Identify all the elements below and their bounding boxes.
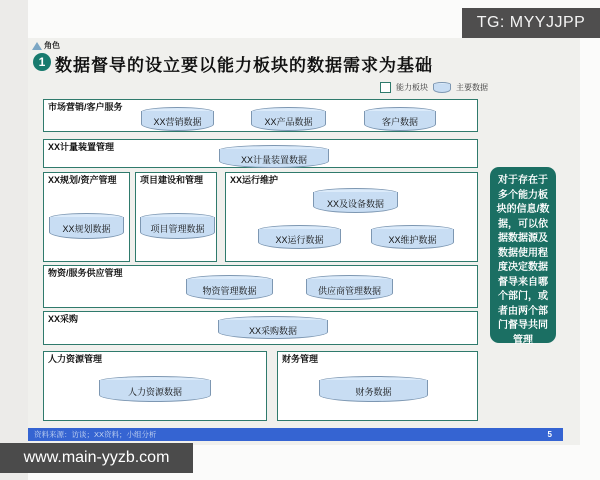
section-label: 财务管理 bbox=[282, 354, 319, 364]
cylinder-label: XX营销数据 bbox=[153, 117, 202, 127]
section-finance bbox=[277, 351, 478, 421]
cylinder-label: 项目管理数据 bbox=[150, 224, 205, 234]
section-label: 市场营销/客户服务 bbox=[48, 102, 123, 112]
cylinder-label: XX计量装置数据 bbox=[240, 154, 307, 165]
section-label: 物资/服务供应管理 bbox=[48, 268, 123, 278]
section-human-resources bbox=[43, 351, 267, 421]
cylinder-label: 财务数据 bbox=[355, 387, 392, 397]
section-operation-maintenance bbox=[225, 172, 478, 262]
legend-data-label: 主要数据 bbox=[456, 83, 488, 92]
site-watermark: www.main-yyzb.com bbox=[0, 443, 193, 473]
footer-bar bbox=[28, 428, 563, 441]
category-kicker-label: 角色 bbox=[44, 41, 60, 50]
cylinder-label: XX维护数据 bbox=[388, 235, 437, 245]
data-cylinder bbox=[140, 213, 215, 239]
section-label: XX运行维护 bbox=[230, 175, 279, 185]
cylinder-label: 客户数据 bbox=[381, 117, 418, 127]
data-cylinder bbox=[371, 225, 454, 249]
data-cylinder bbox=[186, 275, 273, 300]
category-triangle-icon bbox=[32, 42, 42, 50]
page-number: 5 bbox=[547, 430, 552, 439]
cylinder-label: XX采购数据 bbox=[248, 325, 297, 336]
data-cylinder bbox=[218, 316, 328, 339]
section-procurement bbox=[43, 311, 478, 345]
data-cylinder bbox=[306, 275, 393, 300]
section-supply-management bbox=[43, 265, 478, 308]
data-cylinder bbox=[313, 188, 398, 213]
slide-title: 数据督导的设立要以能力板块的数据需求为基础 bbox=[55, 56, 433, 75]
tg-watermark-badge: TG: MYYJJPP bbox=[462, 8, 600, 38]
section-marketing-service bbox=[43, 99, 478, 132]
data-cylinder bbox=[49, 213, 124, 239]
legend-capability-label: 能力板块 bbox=[396, 83, 428, 92]
data-cylinder bbox=[319, 376, 428, 402]
data-cylinder bbox=[99, 376, 211, 402]
cylinder-label: XX规划数据 bbox=[62, 224, 111, 234]
legend-cylinder-icon bbox=[433, 82, 451, 93]
section-planning-assets bbox=[43, 172, 130, 262]
source-note: 资料来源：访谈；XX资料；小组分析 bbox=[34, 430, 157, 439]
data-cylinder bbox=[251, 107, 326, 131]
legend-capability-swatch bbox=[380, 82, 391, 93]
section-label: 人力资源管理 bbox=[48, 354, 103, 364]
section-label: XX采购 bbox=[48, 314, 79, 324]
cylinder-label: 供应商管理数据 bbox=[317, 285, 381, 296]
cylinder-label: 物资管理数据 bbox=[202, 285, 257, 296]
data-cylinder bbox=[141, 107, 214, 131]
cylinder-label: XX运行数据 bbox=[275, 235, 324, 245]
category-kicker bbox=[32, 40, 60, 51]
page-left-margin bbox=[0, 0, 28, 480]
slide-canvas bbox=[28, 38, 580, 445]
section-label: XX规划/资产管理 bbox=[48, 175, 117, 185]
legend bbox=[380, 82, 488, 93]
slide-number-badge: 1 bbox=[33, 53, 51, 71]
cylinder-label: XX产品数据 bbox=[264, 117, 313, 127]
data-cylinder bbox=[364, 107, 436, 131]
data-cylinder bbox=[219, 145, 329, 168]
section-label: XX计量装置管理 bbox=[48, 142, 115, 152]
cylinder-label: XX及设备数据 bbox=[326, 198, 384, 209]
section-label: 项目建设和管理 bbox=[140, 175, 204, 185]
section-project-management bbox=[135, 172, 217, 262]
section-metering bbox=[43, 139, 478, 168]
data-cylinder bbox=[258, 225, 341, 249]
cylinder-label: 人力资源数据 bbox=[127, 387, 182, 397]
side-note: 对于存在于多个能力板块的信息/数据，可以依据数据源及数据使用程度决定数据督导来自哪个部门，或者由两个部门督导共同管理 bbox=[490, 167, 556, 343]
